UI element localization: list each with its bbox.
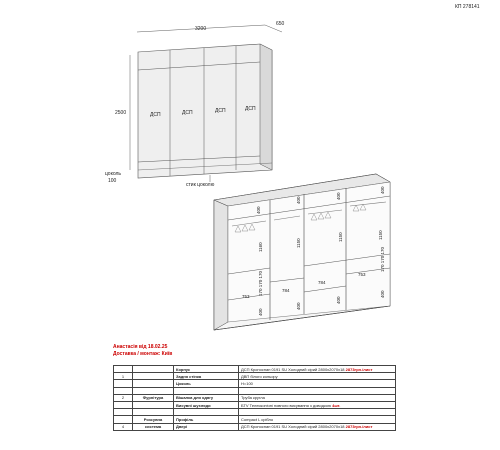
- cell-sub: Задня стінка: [174, 373, 239, 380]
- cell-desc: [239, 387, 396, 394]
- note-delivery: Доставка / монтаж: Київ: [113, 351, 173, 357]
- door-label: ДСП: [182, 110, 193, 116]
- document-code: КП 278141: [455, 4, 480, 10]
- cell-cat: Розсувна: [133, 416, 174, 423]
- width-dim: 784: [318, 280, 326, 285]
- plinth-value: 100: [108, 178, 117, 184]
- cell-sub: Висувні шухляди: [174, 401, 239, 408]
- cell-cat: [133, 409, 174, 416]
- cell-num: [114, 380, 133, 387]
- cell-cat: система: [133, 423, 174, 430]
- width-dim: 753: [358, 272, 366, 277]
- cell-num: 2: [114, 394, 133, 401]
- table-row: [114, 416, 396, 423]
- lower-dim: 400: [296, 302, 301, 310]
- cell-desc: [239, 409, 396, 416]
- cell-cat: [133, 366, 174, 373]
- table-row: [114, 366, 396, 373]
- shelf-dim: 400: [296, 196, 301, 204]
- price-text: 4шт.: [332, 402, 341, 408]
- desc-text: ДВП білого кольору: [241, 373, 278, 379]
- interior-view-drawing: [200, 170, 400, 340]
- width-dimension: 3200: [195, 26, 207, 32]
- cell-desc: [239, 401, 396, 408]
- cell-sub: Корпус: [174, 366, 239, 373]
- seam-label: стик цоколю: [186, 182, 215, 188]
- hang-dim: 1150: [296, 238, 301, 248]
- hang-dim: 1160: [258, 242, 263, 252]
- drawer-zone: 170 170 170: [258, 270, 263, 296]
- cell-sub: [174, 387, 239, 394]
- front-view-drawing: [100, 10, 300, 190]
- door-label: ДСП: [245, 106, 256, 112]
- lower-dim: 400: [258, 308, 263, 316]
- table-row: [114, 423, 396, 430]
- shelf-dim: 400: [380, 186, 385, 194]
- cell-desc: [239, 373, 396, 380]
- cell-cat: [133, 401, 174, 408]
- drawer-zone-right: 170 170 170: [380, 246, 385, 272]
- cell-sub: Двері: [174, 423, 239, 430]
- width-dim: 753: [242, 294, 250, 299]
- cell-desc: [239, 380, 396, 387]
- depth-dimension: 650: [276, 21, 285, 27]
- table-row: [114, 373, 396, 380]
- table-row: [114, 409, 396, 416]
- cell-desc: [239, 394, 396, 401]
- cell-desc: [239, 416, 396, 423]
- cell-num: [114, 387, 133, 394]
- hang-dim: 1150: [338, 232, 343, 242]
- cell-sub: Профіль: [174, 416, 239, 423]
- price-text: 2873грн./лист: [345, 424, 373, 430]
- cell-cat: [133, 373, 174, 380]
- desc-text: Н=100: [241, 380, 253, 386]
- note-client: Анастасія від 18.02.25: [113, 344, 168, 350]
- cell-cat: [133, 380, 174, 387]
- table-row: [114, 380, 396, 387]
- shelf-dim: 400: [256, 206, 261, 214]
- shelf-dim: 400: [336, 192, 341, 200]
- door-label: ДСП: [150, 112, 161, 118]
- lower-dim: 400: [336, 296, 341, 304]
- desc-text: БТV Телескопічні повного висування з доводкою: [241, 402, 333, 408]
- cell-num: 4: [114, 423, 133, 430]
- table-row: [114, 387, 396, 394]
- cell-sub: Вішалка для одягу: [174, 394, 239, 401]
- cell-desc: [239, 423, 396, 430]
- lower-dim: 400: [380, 290, 385, 298]
- width-dim: 784: [282, 288, 290, 293]
- hang-dim: 1150: [378, 230, 383, 240]
- height-dimension: 2500: [115, 110, 127, 116]
- cell-num: [114, 401, 133, 408]
- cell-sub: [174, 409, 239, 416]
- plinth-label: цоколь: [105, 171, 122, 177]
- cell-sub: Цоколь: [174, 380, 239, 387]
- table-row: [114, 394, 396, 401]
- door-label: ДСП: [215, 108, 226, 114]
- cell-desc: [239, 366, 396, 373]
- cell-cat: [133, 387, 174, 394]
- desc-text: Compact L срібло: [241, 416, 274, 422]
- cell-num: 1: [114, 373, 133, 380]
- desc-text: ДСП Кроноспан 0191 SU Холодний сірий 2800х2070х18: [241, 366, 346, 372]
- cell-cat: Фурнітура: [133, 394, 174, 401]
- price-text: 2873грн./лист: [345, 366, 373, 372]
- desc-text: ДСП Кроноспан 0191 SU Холодний сірий 2800х2070х18: [241, 424, 346, 430]
- cell-num: [114, 416, 133, 423]
- spec-table: [113, 365, 396, 431]
- table-row: [114, 401, 396, 408]
- cell-num: [114, 409, 133, 416]
- desc-text: Труба кругла: [241, 395, 265, 401]
- cell-num: [114, 366, 133, 373]
